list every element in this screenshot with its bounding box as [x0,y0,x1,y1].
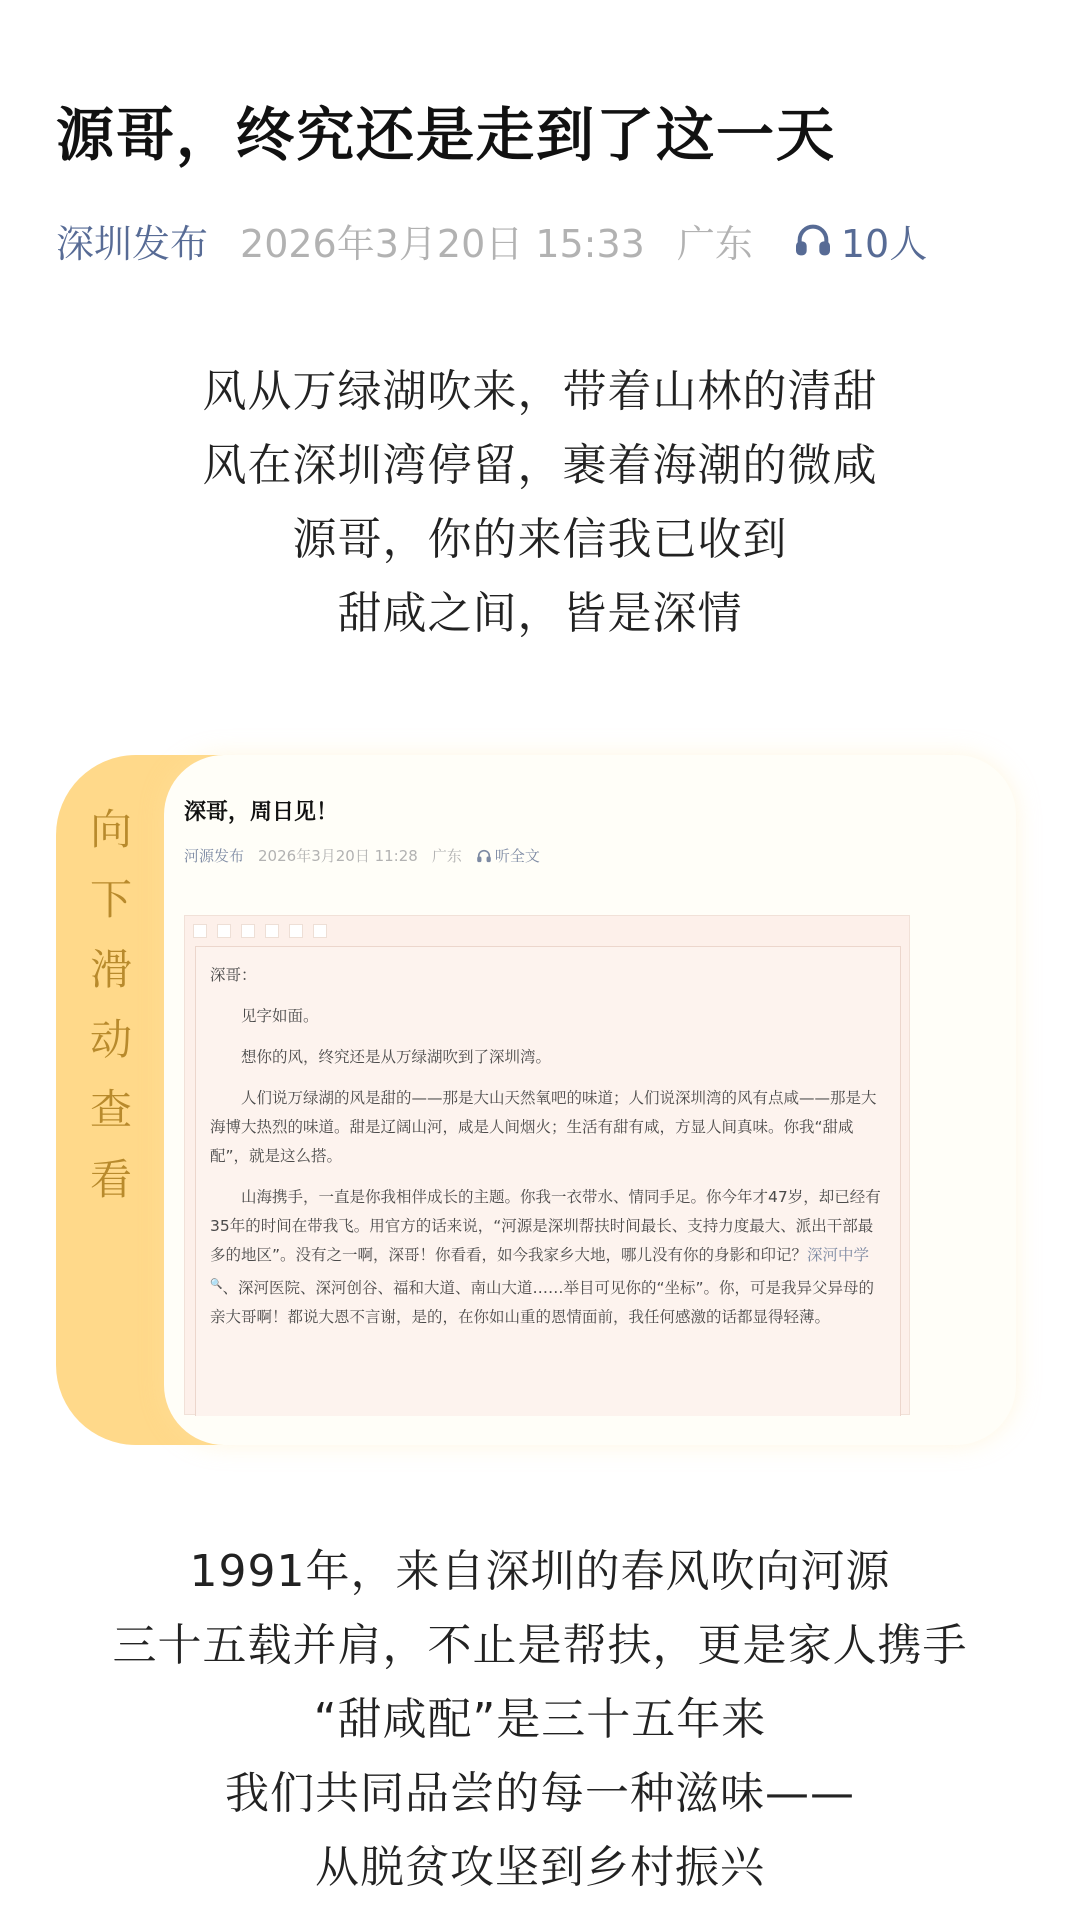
letter-body [195,946,901,1416]
embedded-article-card[interactable] [56,755,1016,1445]
card-listen-label: 听全文 [494,847,540,865]
article-title: 源哥，终究还是走到了这一天 [56,101,837,169]
hint-char: 下 [89,875,132,924]
decoration-square [241,924,255,938]
article-meta [56,212,1046,268]
poem-line: 1991年，来自深圳的春风吹向河源 [189,1546,891,1597]
poem-bottom [0,1535,1080,1905]
hint-char: 向 [89,805,132,854]
hint-char: 查 [89,1085,132,1134]
letter-frame [184,915,910,1415]
poem-line: 从脱贫攻坚到乡村振兴 [315,1842,765,1893]
headphones-icon [793,220,833,260]
publish-date: 2026年3月20日 15:33 [240,221,645,266]
search-link[interactable]: 深河中学 [807,1246,870,1264]
poem-line: 风从万绿湖吹来，带着山林的清甜 [202,366,878,417]
letter-paragraph [210,1183,886,1332]
poem-line: 三十五载并肩，不止是帮扶，更是家人携手 [112,1620,968,1671]
letter-greeting: 深哥： [210,966,257,984]
hint-char: 动 [89,1015,132,1064]
letter-decoration [193,924,337,938]
decoration-square [313,924,327,938]
poem-line: 风在深圳湾停留，裹着海潮的微咸 [202,440,878,491]
card-date: 2026年3月20日 11:28 [258,847,418,865]
card-meta [184,845,540,866]
publish-region: 广东 [676,221,753,266]
poem-line: 甜咸之间，皆是深情 [337,588,743,639]
letter-paragraph: 人们说万绿湖的风是甜的——那是大山天然氧吧的味道；人们说深圳湾的风有点咸——那是大海博大热烈的味道。甜是辽阔山河，咸是人间烟火；生活有甜有咸，方显人间真味。你我“甜咸配”，就是这么搭。 [210,1089,877,1165]
poem-line: 我们共同品尝的每一种滋味—— [225,1768,855,1819]
listen-count: 10人 [840,221,928,266]
decoration-square [289,924,303,938]
headphones-icon [476,848,492,864]
decoration-square [193,924,207,938]
listen-button[interactable] [793,213,927,268]
letter-text: 、深河医院、深河创谷、福和大道、南山大道……举目可见你的“坐标”。你，可是我异父异母的亲大哥啊！都说大恩不言谢，是的，在你如山重的恩情面前，我任何感激的话都显得轻薄。 [210,1279,875,1327]
poem-line: “甜咸配”是三十五年来 [313,1694,767,1745]
card-listen-button[interactable] [476,845,540,866]
letter-text: 山海携手，一直是你我相伴成长的主题。你我一衣带水、情同手足。你今年才47岁，却已经有35年的时间在带我飞。用官方的话来说，“河源是深圳帮扶时间最长、支持力度最大、派出干部最多的地区”。没有之一啊，深哥！你看看，如今我家乡大地，哪儿没有你的身影和印记？ [210,1188,881,1264]
hint-char: 滑 [89,945,132,994]
author-link[interactable]: 深圳发布 [56,221,209,266]
letter-paragraph: 见字如面。 [241,1007,319,1025]
card-title: 深哥，周日见！ [184,800,339,825]
card-author[interactable]: 河源发布 [184,847,245,865]
decoration-square [217,924,231,938]
decoration-square [265,924,279,938]
hint-char: 看 [89,1155,132,1204]
poem-line: 源哥，你的来信我已收到 [292,514,788,565]
search-icon: 🔍 [210,1279,223,1290]
card-region: 广东 [431,847,462,865]
scroll-hint [56,795,166,1215]
letter-paragraph: 想你的风，终究还是从万绿湖吹到了深圳湾。 [241,1048,552,1066]
poem-top [0,355,1080,651]
